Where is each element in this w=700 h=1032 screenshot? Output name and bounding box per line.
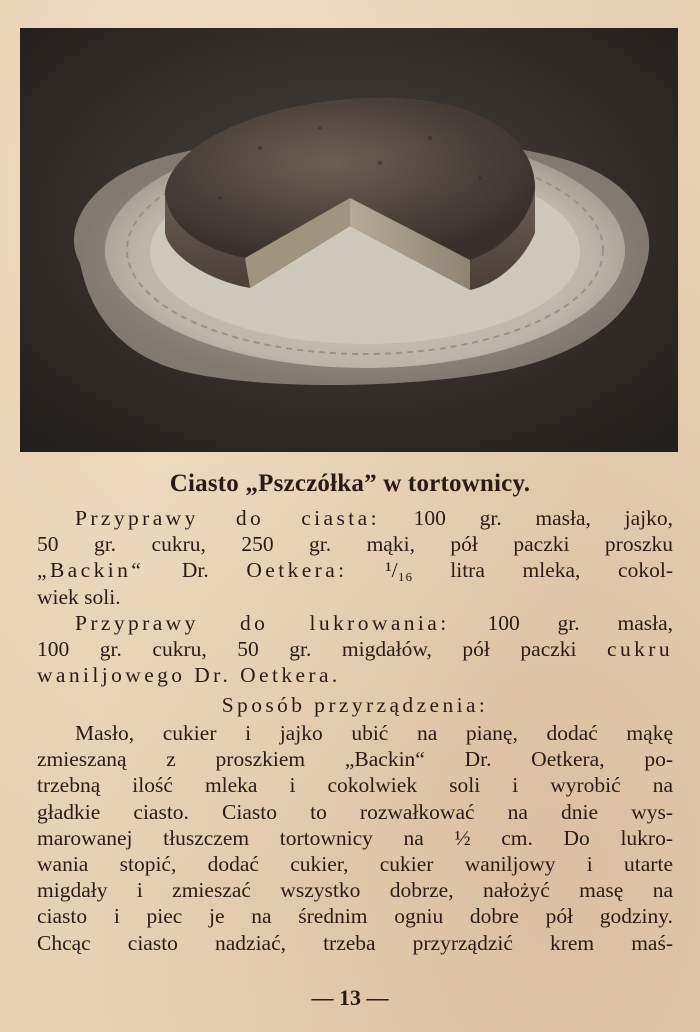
dough-line-1: Przyprawy do ciasta: 100 gr. masła, jajko, xyxy=(75,506,673,530)
method-line: ciasto i piec je na średnim ogniu dobre pół godziny. xyxy=(37,904,673,929)
method-line: migdały i zmieszać wszystko dobrze, nałożyć masę na xyxy=(37,878,673,903)
method-line: Masło, cukier i jajko ubić na pianę, dodać mąkę xyxy=(75,721,673,745)
dough-line-4: wiek soli. xyxy=(37,584,121,609)
method-heading-block xyxy=(37,692,673,718)
cake-photo xyxy=(20,28,678,452)
method-line: Chcąc ciasto nadziać, trzeba przyrządzić krem maś- xyxy=(37,930,673,955)
method-heading: Sposób przyrządzenia: xyxy=(221,693,489,717)
method-line: wania stopić, dodać cukier, cukier waniljowy i utarte xyxy=(37,851,673,876)
cake-illustration xyxy=(20,28,678,452)
method-line: gładkie ciasto. Ciasto to rozwałkować na dnie wys- xyxy=(37,799,673,824)
dough-line-3: „Backin“ Dr. Oetkera: ¹/₁₆ litra mleka, cokol- xyxy=(37,558,673,583)
icing-line-3: waniljowego Dr. Oetkera. xyxy=(37,663,341,688)
dough-line-2: 50 gr. cukru, 250 gr. mąki, pół paczki proszku xyxy=(37,532,673,557)
method-line: zmieszaną z proszkiem „Backin“ Dr. Oetkera, po- xyxy=(37,747,673,772)
method-text xyxy=(37,720,673,956)
recipe-title: Ciasto „Pszczółka” w tortownicy. xyxy=(169,470,531,497)
method-line: marowanej tłuszczem tortownicy na ½ cm. Do lukro- xyxy=(37,825,673,850)
icing-ingredients xyxy=(37,610,673,689)
icing-line-2: 100 gr. cukru, 50 gr. migdałów, pół paczki cukru xyxy=(37,637,673,662)
icing-line-1: Przyprawy do lukrowania: 100 gr. masła, xyxy=(75,611,673,635)
oetker-brand: Oetkera: xyxy=(246,558,348,583)
icing-heading: Przyprawy do lukrowania: xyxy=(75,611,450,635)
backin-brand: „Backin“ xyxy=(37,558,145,583)
method-line: trzebną ilość mleka i cokolwiek soli i wyrobić na xyxy=(37,773,673,798)
page-number: — 13 — xyxy=(311,985,389,1010)
dough-ingredients xyxy=(37,505,673,610)
dough-heading: Przyprawy do ciasta: xyxy=(75,506,380,530)
